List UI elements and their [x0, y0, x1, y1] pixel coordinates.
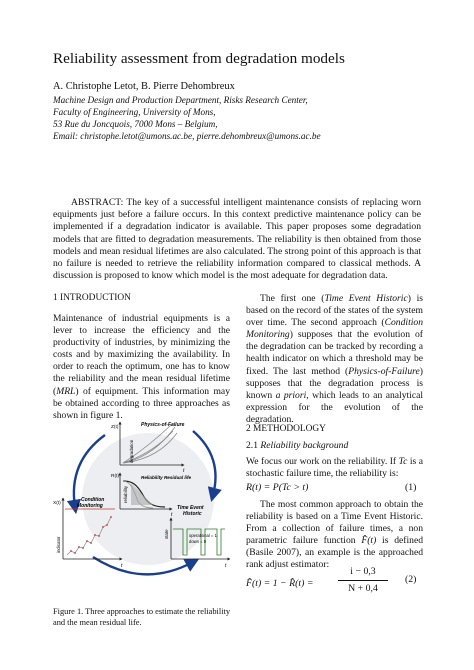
col2-text-d: ) supposes that the degradation process is known: [246, 365, 423, 401]
col2-text-e: , which leads to an analytical expression for the evolution of the degradation.: [246, 389, 423, 425]
col2-paragraph-1: [246, 293, 423, 426]
section-heading-introduction: 1 INTRODUCTION: [53, 293, 131, 303]
r-t-label: R(t): [111, 474, 119, 479]
intro-text-b: ) of equipment. This information may be obtained according to three approaches as shown in figure 1.: [53, 385, 230, 421]
col2-a-priori: a priori: [275, 389, 307, 401]
figure-1-caption: Figure 1. Three approaches to estimate the reliability and the mean residual life.: [53, 607, 231, 627]
affiliation-line-1: Machine Design and Production Department, Risks Research Center,: [53, 95, 308, 105]
equation-2-numerator: i − 0,3: [350, 566, 376, 577]
col2-text-a: The first one (: [260, 293, 325, 304]
time-event-label-2: Historic: [183, 511, 202, 517]
method2-text-a: The most common approach to obtain the reliability is based on a Time Event Historic. From a collection of failure times, a non parametric failure function: [246, 499, 423, 547]
method-text-b: is a stochastic failure time, the reliability is:: [246, 456, 423, 480]
z-t-label: Z(t): [111, 425, 119, 430]
method2-text-b: is defined (Basile 2007), an example is the approached rank adjust estimator:: [246, 535, 424, 571]
equation-1-number: (1): [405, 482, 417, 493]
subsection-number: 2.1: [246, 440, 258, 451]
condition-monitoring-label-2: Monitoring: [77, 503, 103, 509]
affiliation-line-3: 53 Rue du Joncquois, 7000 Mons – Belgium,: [53, 119, 218, 129]
condition-monitoring-label-1: Condition: [81, 497, 105, 503]
equation-2-number: (2): [405, 574, 417, 585]
affiliation-email: Email: christophe.letot@umons.ac.be, pierre.dehombreux@umons.ac.be: [53, 131, 321, 141]
col2-time-event-historic: Time Event Historic: [324, 293, 408, 304]
degradation-axis-label: degradation: [129, 439, 134, 463]
t-label-middle: t: [171, 512, 173, 518]
t-label-right: t: [225, 563, 227, 569]
t-label-top: t: [183, 468, 185, 474]
subsection-heading-reliability: [246, 440, 348, 451]
figure-1: [53, 417, 230, 581]
methodology-paragraph-2: [246, 499, 423, 572]
method-text-a: We focus our work on the reliability. If: [246, 456, 399, 467]
physics-of-failure-label: Physics-of-Failure: [141, 422, 185, 428]
affiliation-line-2: Faculty of Engineering, University of Mons,: [53, 107, 216, 117]
col2-condition-monitoring: Condition Monitoring: [246, 317, 423, 341]
method2-f-hat: F̂(t): [361, 535, 377, 547]
figure-1-diagram: [53, 417, 230, 581]
equation-2-fraction-bar: [338, 580, 388, 581]
paper-title: Reliability assessment from degradation models: [53, 50, 345, 67]
abstract-text: ABSTRACT: The key of a successful intelligent maintenance consists of replacing worn equipments just before a failure occurs. In this context predictive maintenance policy can be implemented if a degradation indicator is available. This paper proposes some degradation models that are fitted to degradation measurements. The reliability is then obtained from those models and mean residual lifetimes are also calculated. The strong point of this approach is that no failure is needed to retrieve the reliability information compared to classical methods. A discussion is proposed to know which model is the most adequate for degradation data.: [53, 197, 421, 282]
subsection-title: Reliability background: [260, 440, 349, 451]
col2-text-c: ) supposes that the evolution of the degradation can be tracked by recording a health indicator on which a threshold may be fixed. The last method (: [246, 329, 423, 377]
method-tc: Tc: [398, 456, 408, 467]
reliability-residual-life-label: Reliability Residual life: [141, 475, 192, 480]
paper-authors: A. Christophe Letot, B. Pierre Dehombreux: [53, 81, 235, 92]
time-event-label-1: Time Event: [177, 505, 204, 511]
x-t-label: X(t): [53, 501, 61, 506]
intro-text-a: Maintenance of industrial equipments is a lever to increase the efficiency and the productivity of industries, by minimizing the costs and by maximizing the availability. In order to reach the optimum, one has to know the reliability and the mean residual lifetime (: [53, 313, 230, 397]
state-axis-label: state: [164, 529, 169, 539]
down-label: down = 0: [189, 539, 207, 544]
equation-2-denominator: N + 0,4: [348, 583, 378, 594]
equation-2-lhs: F̂(t) = 1 − R̂(t) =: [246, 578, 314, 589]
intro-paragraph: [53, 313, 230, 422]
abstract: [53, 197, 421, 282]
section-heading-methodology: 2 METHODOLOGY: [246, 424, 326, 434]
t-label-left: t: [121, 563, 123, 569]
equation-1: R(t) = P(Tc > t): [246, 482, 309, 493]
methodology-paragraph-1: [246, 456, 423, 480]
operational-label: operational = 1: [189, 533, 217, 538]
indicator-axis-label: indicator: [56, 536, 61, 553]
reliability-axis-label: reliability: [123, 485, 128, 503]
col2-text-b: ) is based on the record of the states of the system over time. The second approach (: [246, 293, 423, 329]
col2-physics-of-failure: Physics-of-Failure: [348, 365, 420, 377]
intro-mrl: MRL: [56, 385, 76, 397]
